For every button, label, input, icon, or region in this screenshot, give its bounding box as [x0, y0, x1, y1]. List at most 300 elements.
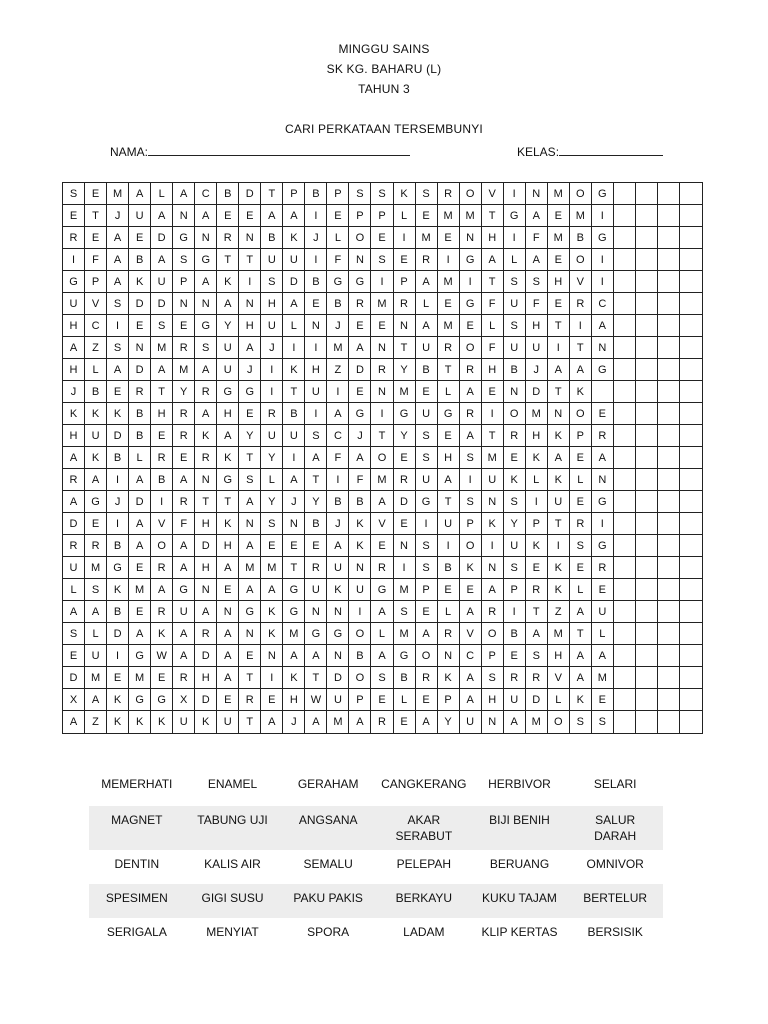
grid-cell[interactable]: P: [416, 579, 438, 601]
grid-cell[interactable]: A: [173, 623, 195, 645]
grid-cell[interactable]: N: [482, 711, 504, 733]
grid-cell[interactable]: K: [327, 579, 349, 601]
grid-cell[interactable]: D: [394, 491, 416, 513]
grid-cell[interactable]: H: [526, 425, 548, 447]
grid-cell[interactable]: R: [526, 579, 548, 601]
grid-cell[interactable]: R: [416, 667, 438, 689]
grid-cell[interactable]: E: [482, 381, 504, 403]
grid-cell[interactable]: K: [548, 579, 570, 601]
grid-cell[interactable]: H: [63, 425, 85, 447]
grid-cell[interactable]: E: [570, 557, 592, 579]
grid-cell[interactable]: D: [526, 689, 548, 711]
grid-cell[interactable]: A: [173, 557, 195, 579]
grid-cell[interactable]: [636, 469, 658, 491]
grid-cell[interactable]: O: [460, 337, 482, 359]
grid-cell[interactable]: [614, 425, 636, 447]
grid-cell[interactable]: E: [460, 315, 482, 337]
grid-cell[interactable]: R: [416, 249, 438, 271]
grid-cell[interactable]: M: [371, 293, 393, 315]
grid-cell[interactable]: B: [129, 403, 151, 425]
grid-cell[interactable]: I: [482, 535, 504, 557]
grid-cell[interactable]: E: [239, 403, 261, 425]
grid-cell[interactable]: N: [195, 227, 217, 249]
grid-cell[interactable]: F: [85, 249, 107, 271]
grid-cell[interactable]: R: [305, 557, 327, 579]
grid-cell[interactable]: E: [107, 667, 129, 689]
grid-cell[interactable]: [680, 425, 702, 447]
grid-cell[interactable]: [614, 557, 636, 579]
grid-cell[interactable]: A: [173, 535, 195, 557]
grid-cell[interactable]: K: [195, 425, 217, 447]
grid-cell[interactable]: P: [504, 579, 526, 601]
grid-cell[interactable]: Y: [217, 315, 239, 337]
grid-cell[interactable]: W: [151, 645, 173, 667]
grid-cell[interactable]: I: [107, 513, 129, 535]
grid-cell[interactable]: K: [85, 447, 107, 469]
grid-cell[interactable]: [614, 249, 636, 271]
grid-cell[interactable]: [636, 535, 658, 557]
grid-cell[interactable]: K: [482, 513, 504, 535]
grid-cell[interactable]: E: [394, 513, 416, 535]
grid-cell[interactable]: V: [548, 667, 570, 689]
grid-cell[interactable]: A: [195, 601, 217, 623]
grid-cell[interactable]: D: [129, 293, 151, 315]
grid-cell[interactable]: S: [261, 513, 283, 535]
grid-cell[interactable]: U: [416, 469, 438, 491]
grid-cell[interactable]: K: [129, 711, 151, 733]
grid-cell[interactable]: R: [438, 337, 460, 359]
grid-cell[interactable]: A: [482, 249, 504, 271]
grid-cell[interactable]: [658, 601, 680, 623]
grid-cell[interactable]: A: [151, 579, 173, 601]
grid-cell[interactable]: C: [460, 645, 482, 667]
grid-cell[interactable]: U: [526, 337, 548, 359]
grid-cell[interactable]: [658, 381, 680, 403]
grid-cell[interactable]: T: [239, 447, 261, 469]
grid-cell[interactable]: I: [107, 469, 129, 491]
grid-cell[interactable]: F: [526, 293, 548, 315]
grid-cell[interactable]: A: [195, 403, 217, 425]
grid-cell[interactable]: G: [416, 491, 438, 513]
grid-cell[interactable]: [658, 535, 680, 557]
grid-cell[interactable]: U: [283, 249, 305, 271]
grid-cell[interactable]: N: [173, 205, 195, 227]
grid-cell[interactable]: I: [504, 227, 526, 249]
grid-cell[interactable]: N: [592, 337, 614, 359]
grid-cell[interactable]: E: [416, 205, 438, 227]
grid-cell[interactable]: [636, 557, 658, 579]
grid-cell[interactable]: [680, 469, 702, 491]
grid-cell[interactable]: U: [63, 293, 85, 315]
grid-cell[interactable]: [614, 227, 636, 249]
grid-cell[interactable]: S: [173, 249, 195, 271]
grid-cell[interactable]: N: [482, 491, 504, 513]
grid-cell[interactable]: [614, 271, 636, 293]
grid-cell[interactable]: [658, 183, 680, 205]
grid-cell[interactable]: U: [85, 645, 107, 667]
grid-cell[interactable]: [658, 469, 680, 491]
grid-cell[interactable]: K: [107, 579, 129, 601]
grid-cell[interactable]: I: [63, 249, 85, 271]
grid-cell[interactable]: M: [129, 579, 151, 601]
grid-cell[interactable]: K: [151, 623, 173, 645]
grid-cell[interactable]: R: [526, 667, 548, 689]
grid-cell[interactable]: K: [349, 513, 371, 535]
grid-cell[interactable]: G: [195, 249, 217, 271]
grid-cell[interactable]: E: [371, 689, 393, 711]
grid-cell[interactable]: R: [504, 425, 526, 447]
grid-cell[interactable]: A: [63, 601, 85, 623]
grid-cell[interactable]: K: [504, 469, 526, 491]
grid-cell[interactable]: [658, 491, 680, 513]
grid-cell[interactable]: [614, 337, 636, 359]
grid-cell[interactable]: L: [327, 227, 349, 249]
grid-cell[interactable]: M: [129, 667, 151, 689]
grid-cell[interactable]: [636, 645, 658, 667]
grid-cell[interactable]: M: [438, 271, 460, 293]
grid-cell[interactable]: A: [63, 447, 85, 469]
grid-cell[interactable]: L: [261, 469, 283, 491]
grid-cell[interactable]: [636, 491, 658, 513]
grid-cell[interactable]: V: [460, 623, 482, 645]
grid-cell[interactable]: I: [327, 381, 349, 403]
grid-cell[interactable]: O: [570, 249, 592, 271]
grid-cell[interactable]: [680, 557, 702, 579]
grid-cell[interactable]: G: [85, 491, 107, 513]
grid-cell[interactable]: N: [349, 249, 371, 271]
grid-cell[interactable]: I: [371, 271, 393, 293]
grid-cell[interactable]: [680, 337, 702, 359]
grid-cell[interactable]: I: [349, 601, 371, 623]
grid-cell[interactable]: A: [151, 249, 173, 271]
grid-cell[interactable]: P: [371, 205, 393, 227]
grid-cell[interactable]: R: [371, 557, 393, 579]
grid-cell[interactable]: T: [239, 711, 261, 733]
grid-cell[interactable]: A: [305, 711, 327, 733]
grid-cell[interactable]: A: [416, 711, 438, 733]
grid-cell[interactable]: [680, 271, 702, 293]
grid-cell[interactable]: [680, 535, 702, 557]
grid-cell[interactable]: I: [261, 667, 283, 689]
grid-cell[interactable]: A: [85, 469, 107, 491]
grid-cell[interactable]: O: [349, 667, 371, 689]
grid-cell[interactable]: Y: [394, 425, 416, 447]
grid-cell[interactable]: A: [548, 447, 570, 469]
grid-cell[interactable]: A: [570, 645, 592, 667]
grid-cell[interactable]: B: [416, 359, 438, 381]
grid-cell[interactable]: J: [107, 491, 129, 513]
grid-cell[interactable]: F: [482, 337, 504, 359]
grid-cell[interactable]: A: [63, 711, 85, 733]
grid-cell[interactable]: I: [394, 557, 416, 579]
grid-cell[interactable]: K: [85, 403, 107, 425]
grid-cell[interactable]: O: [548, 711, 570, 733]
grid-cell[interactable]: A: [173, 469, 195, 491]
grid-cell[interactable]: U: [548, 491, 570, 513]
grid-cell[interactable]: K: [217, 513, 239, 535]
grid-cell[interactable]: V: [371, 513, 393, 535]
grid-cell[interactable]: U: [504, 535, 526, 557]
grid-cell[interactable]: A: [107, 271, 129, 293]
grid-cell[interactable]: G: [460, 293, 482, 315]
grid-cell[interactable]: I: [305, 249, 327, 271]
grid-cell[interactable]: M: [327, 711, 349, 733]
grid-cell[interactable]: [658, 711, 680, 733]
grid-cell[interactable]: N: [173, 293, 195, 315]
grid-cell[interactable]: P: [438, 689, 460, 711]
grid-cell[interactable]: L: [394, 205, 416, 227]
grid-cell[interactable]: T: [438, 359, 460, 381]
grid-cell[interactable]: R: [438, 623, 460, 645]
grid-cell[interactable]: A: [129, 183, 151, 205]
grid-cell[interactable]: R: [151, 601, 173, 623]
grid-cell[interactable]: A: [305, 645, 327, 667]
grid-cell[interactable]: R: [85, 535, 107, 557]
grid-cell[interactable]: E: [129, 227, 151, 249]
grid-cell[interactable]: L: [283, 315, 305, 337]
grid-cell[interactable]: S: [504, 491, 526, 513]
grid-cell[interactable]: B: [570, 227, 592, 249]
grid-cell[interactable]: H: [63, 359, 85, 381]
grid-cell[interactable]: G: [592, 359, 614, 381]
name-blank-line[interactable]: [148, 143, 410, 156]
grid-cell[interactable]: [636, 623, 658, 645]
grid-cell[interactable]: M: [107, 183, 129, 205]
grid-cell[interactable]: [658, 205, 680, 227]
grid-cell[interactable]: H: [63, 315, 85, 337]
grid-cell[interactable]: [636, 689, 658, 711]
grid-cell[interactable]: S: [416, 557, 438, 579]
grid-cell[interactable]: M: [548, 227, 570, 249]
grid-cell[interactable]: A: [217, 623, 239, 645]
grid-cell[interactable]: A: [239, 579, 261, 601]
grid-cell[interactable]: J: [327, 315, 349, 337]
grid-cell[interactable]: K: [570, 381, 592, 403]
grid-cell[interactable]: K: [526, 535, 548, 557]
grid-cell[interactable]: [614, 601, 636, 623]
grid-cell[interactable]: I: [283, 447, 305, 469]
grid-cell[interactable]: [658, 513, 680, 535]
grid-cell[interactable]: [614, 667, 636, 689]
grid-cell[interactable]: N: [217, 601, 239, 623]
grid-cell[interactable]: M: [548, 183, 570, 205]
grid-cell[interactable]: J: [239, 359, 261, 381]
grid-cell[interactable]: K: [129, 271, 151, 293]
grid-cell[interactable]: R: [63, 535, 85, 557]
grid-cell[interactable]: B: [129, 425, 151, 447]
grid-cell[interactable]: E: [217, 205, 239, 227]
grid-cell[interactable]: R: [173, 403, 195, 425]
grid-cell[interactable]: M: [327, 337, 349, 359]
grid-cell[interactable]: [658, 337, 680, 359]
grid-cell[interactable]: O: [416, 645, 438, 667]
grid-cell[interactable]: [680, 645, 702, 667]
grid-cell[interactable]: S: [305, 425, 327, 447]
grid-cell[interactable]: A: [283, 205, 305, 227]
grid-cell[interactable]: G: [327, 623, 349, 645]
grid-cell[interactable]: S: [570, 711, 592, 733]
grid-cell[interactable]: L: [570, 469, 592, 491]
grid-cell[interactable]: B: [349, 645, 371, 667]
grid-cell[interactable]: J: [283, 711, 305, 733]
grid-cell[interactable]: G: [239, 381, 261, 403]
grid-cell[interactable]: J: [327, 513, 349, 535]
grid-cell[interactable]: E: [548, 293, 570, 315]
grid-cell[interactable]: V: [482, 183, 504, 205]
grid-cell[interactable]: I: [107, 315, 129, 337]
grid-cell[interactable]: D: [129, 491, 151, 513]
grid-cell[interactable]: T: [217, 491, 239, 513]
grid-cell[interactable]: G: [305, 623, 327, 645]
grid-cell[interactable]: A: [195, 271, 217, 293]
grid-cell[interactable]: A: [129, 535, 151, 557]
grid-cell[interactable]: S: [592, 711, 614, 733]
grid-cell[interactable]: [680, 513, 702, 535]
grid-cell[interactable]: N: [195, 293, 217, 315]
grid-cell[interactable]: G: [394, 403, 416, 425]
grid-cell[interactable]: N: [504, 381, 526, 403]
grid-cell[interactable]: U: [217, 359, 239, 381]
grid-cell[interactable]: R: [261, 403, 283, 425]
grid-cell[interactable]: W: [305, 689, 327, 711]
grid-cell[interactable]: R: [195, 447, 217, 469]
grid-cell[interactable]: A: [526, 249, 548, 271]
grid-cell[interactable]: X: [63, 689, 85, 711]
grid-cell[interactable]: N: [438, 645, 460, 667]
grid-cell[interactable]: G: [239, 601, 261, 623]
grid-cell[interactable]: [680, 381, 702, 403]
grid-cell[interactable]: P: [570, 425, 592, 447]
grid-cell[interactable]: [614, 183, 636, 205]
grid-cell[interactable]: G: [460, 249, 482, 271]
grid-cell[interactable]: E: [416, 381, 438, 403]
grid-cell[interactable]: T: [570, 337, 592, 359]
grid-cell[interactable]: G: [438, 403, 460, 425]
grid-cell[interactable]: E: [261, 689, 283, 711]
grid-cell[interactable]: N: [327, 645, 349, 667]
grid-cell[interactable]: O: [371, 447, 393, 469]
grid-cell[interactable]: P: [85, 271, 107, 293]
grid-cell[interactable]: T: [548, 381, 570, 403]
grid-cell[interactable]: M: [173, 359, 195, 381]
grid-cell[interactable]: A: [261, 205, 283, 227]
grid-cell[interactable]: K: [195, 711, 217, 733]
grid-cell[interactable]: S: [107, 337, 129, 359]
grid-cell[interactable]: [614, 205, 636, 227]
grid-cell[interactable]: R: [217, 227, 239, 249]
grid-cell[interactable]: A: [504, 711, 526, 733]
grid-cell[interactable]: B: [327, 293, 349, 315]
grid-cell[interactable]: M: [394, 623, 416, 645]
grid-cell[interactable]: [680, 579, 702, 601]
grid-cell[interactable]: A: [195, 359, 217, 381]
grid-cell[interactable]: [636, 403, 658, 425]
grid-cell[interactable]: B: [305, 271, 327, 293]
grid-cell[interactable]: I: [592, 249, 614, 271]
grid-cell[interactable]: K: [570, 689, 592, 711]
grid-cell[interactable]: E: [504, 447, 526, 469]
grid-cell[interactable]: U: [63, 557, 85, 579]
grid-cell[interactable]: [614, 293, 636, 315]
grid-cell[interactable]: [636, 293, 658, 315]
grid-cell[interactable]: R: [239, 689, 261, 711]
grid-cell[interactable]: E: [283, 535, 305, 557]
grid-cell[interactable]: S: [460, 491, 482, 513]
grid-cell[interactable]: [658, 447, 680, 469]
grid-cell[interactable]: X: [173, 689, 195, 711]
grid-cell[interactable]: E: [438, 227, 460, 249]
grid-cell[interactable]: G: [195, 315, 217, 337]
grid-cell[interactable]: B: [504, 623, 526, 645]
grid-cell[interactable]: U: [460, 711, 482, 733]
grid-cell[interactable]: D: [63, 667, 85, 689]
grid-cell[interactable]: M: [151, 337, 173, 359]
grid-cell[interactable]: S: [371, 249, 393, 271]
grid-cell[interactable]: A: [371, 491, 393, 513]
grid-cell[interactable]: V: [151, 513, 173, 535]
grid-cell[interactable]: N: [394, 535, 416, 557]
grid-cell[interactable]: [636, 513, 658, 535]
grid-cell[interactable]: G: [592, 227, 614, 249]
grid-cell[interactable]: H: [438, 447, 460, 469]
grid-cell[interactable]: N: [129, 337, 151, 359]
grid-cell[interactable]: [614, 645, 636, 667]
grid-cell[interactable]: H: [217, 403, 239, 425]
grid-cell[interactable]: B: [327, 491, 349, 513]
grid-cell[interactable]: A: [327, 403, 349, 425]
grid-cell[interactable]: U: [217, 711, 239, 733]
grid-cell[interactable]: [636, 381, 658, 403]
grid-cell[interactable]: B: [261, 227, 283, 249]
grid-cell[interactable]: O: [570, 403, 592, 425]
grid-cell[interactable]: I: [283, 337, 305, 359]
grid-cell[interactable]: E: [570, 447, 592, 469]
grid-cell[interactable]: U: [151, 271, 173, 293]
grid-cell[interactable]: E: [107, 381, 129, 403]
grid-cell[interactable]: R: [173, 667, 195, 689]
grid-cell[interactable]: S: [371, 667, 393, 689]
grid-cell[interactable]: S: [416, 447, 438, 469]
grid-cell[interactable]: [636, 183, 658, 205]
grid-cell[interactable]: M: [394, 579, 416, 601]
grid-cell[interactable]: [658, 359, 680, 381]
grid-cell[interactable]: R: [151, 447, 173, 469]
grid-cell[interactable]: D: [151, 227, 173, 249]
grid-cell[interactable]: [680, 689, 702, 711]
grid-cell[interactable]: B: [217, 183, 239, 205]
grid-cell[interactable]: I: [460, 271, 482, 293]
grid-cell[interactable]: S: [371, 183, 393, 205]
grid-cell[interactable]: [680, 359, 702, 381]
grid-cell[interactable]: T: [438, 491, 460, 513]
grid-cell[interactable]: I: [371, 403, 393, 425]
grid-cell[interactable]: D: [526, 381, 548, 403]
grid-cell[interactable]: E: [438, 425, 460, 447]
grid-cell[interactable]: D: [107, 623, 129, 645]
grid-cell[interactable]: I: [261, 359, 283, 381]
grid-cell[interactable]: R: [482, 601, 504, 623]
grid-cell[interactable]: E: [504, 645, 526, 667]
grid-cell[interactable]: T: [482, 205, 504, 227]
grid-cell[interactable]: L: [129, 447, 151, 469]
grid-cell[interactable]: F: [349, 469, 371, 491]
grid-cell[interactable]: A: [592, 645, 614, 667]
grid-cell[interactable]: L: [394, 689, 416, 711]
grid-cell[interactable]: K: [283, 667, 305, 689]
grid-cell[interactable]: S: [195, 337, 217, 359]
grid-cell[interactable]: J: [283, 491, 305, 513]
grid-cell[interactable]: R: [438, 183, 460, 205]
